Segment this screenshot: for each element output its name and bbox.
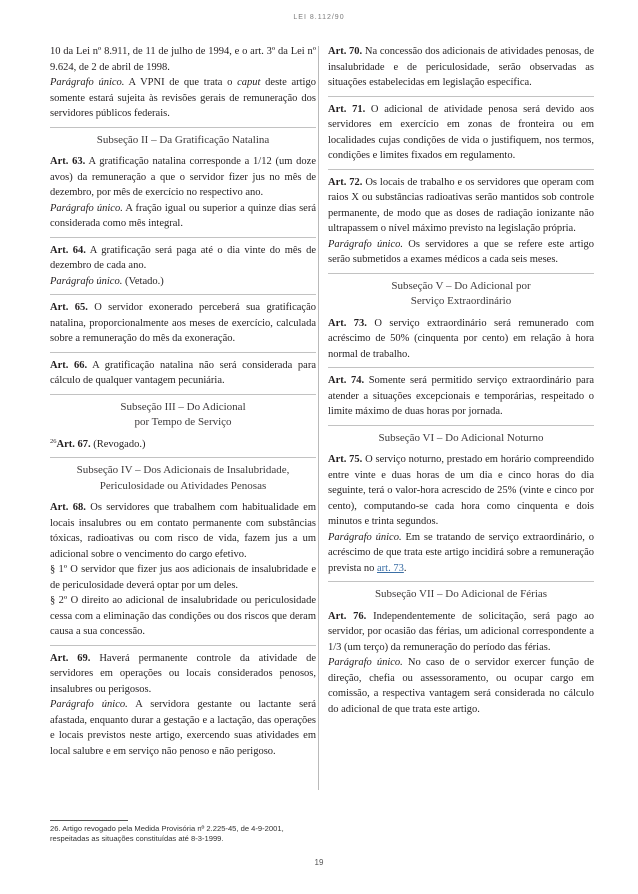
art-68-paragraph-2: § 2º O direito ao adicional de insalubridade ou periculosidade cessa com a eliminação das condições ou dos riscos que deram causa a sua concessão. [50, 595, 316, 637]
subsecao-iv-line-1: Subseção IV – Dos Adicionais de Insalubridade, [76, 464, 290, 476]
right-column [328, 44, 594, 717]
art-70-label: Art. 70. [328, 46, 363, 57]
art-76-par-text: No caso de o servidor exercer função de direção, chefia ou assessoramento, ou ocupar cargo em comissão, a respectiva vantagem será considerada no cálculo do adicional de que trata este artigo. [328, 657, 594, 715]
art-68-paragraph-1: § 1º O servidor que fizer jus aos adicionais de insalubridade e de periculosidade deverá optar por um deles. [50, 564, 316, 591]
separator [328, 96, 594, 97]
art-66-label: Art. 66. [50, 359, 88, 371]
art-64-paragrafo [50, 274, 316, 290]
art-70 [328, 44, 594, 91]
art-72-label: Art. 72. [328, 176, 363, 188]
left-column [50, 44, 316, 759]
art-65 [50, 300, 316, 347]
art-75-par-text-b: . [403, 562, 407, 574]
subsecao-vi-heading [328, 431, 594, 447]
art-71 [328, 102, 594, 164]
art-73-label: Art. 73. [328, 317, 367, 329]
art-76-label: Art. 76. [328, 610, 367, 622]
art-76-par-label: Parágrafo único. [328, 657, 403, 668]
intro-paragrafo [50, 75, 316, 122]
art-75-text: O serviço noturno, prestado em horário compreendido entre vinte e duas horas de um dia e cinco horas do dia seguinte, terá o valor-hora acrescido de 25% (vinte e cinco por cento), computando-se cada hora como cinquenta e dois minutos e trinta segundos. [328, 454, 594, 527]
art-67-label: Art. 67. [56, 438, 91, 450]
art-64-par-text: (Vetado.) [122, 275, 164, 287]
running-header: LEI 8.112/90 [293, 14, 345, 21]
subsecao-v-line-1: Subseção V – Do Adicional por [391, 279, 531, 292]
footnote: 26. Artigo revogado pela Medida Provisória nº 2.225-45, de 4-9-2001, respeitadas as situações constituídas até 8-3-1999. [50, 824, 284, 843]
separator [328, 367, 594, 368]
art-74-text: Somente será permitido serviço extraordinário para atender a situações excepcionais e temporárias, respeitado o limite máximo de duas horas por jornada. [328, 375, 594, 417]
intro-text: 10 da Lei nº 8.911, de 11 de julho de 1994, e o art. 3º da Lei nº 9.624, de 2 de abril de 1998. [50, 46, 316, 73]
footnote-rule [50, 820, 128, 821]
intro-par-label: Parágrafo único. [50, 77, 125, 88]
subsecao-vi-title: Subseção VI – Do Adicional Noturno [378, 431, 544, 444]
subsecao-iii-line-1: Subseção III – Do Adicional [120, 400, 246, 413]
art-65-label: Art. 65. [50, 302, 88, 313]
art-71-text: O adicional de atividade penosa será devido aos servidores em exercício em zonas de fronteira ou em localidades cujas condições de vida o justifiquem, nos termos, condições e limites fixados em regulamento. [328, 103, 594, 161]
separator [50, 457, 316, 458]
art-65-text: O servidor exonerado perceberá sua gratificação natalina, proporcionalmente aos meses de exercício, calculada sobre a remuneração do mês da exoneração. [50, 302, 316, 344]
intro-par-text-b: deste artigo somente estará sujeita às revisões gerais de remuneração dos servidores públicos federais. [50, 77, 316, 119]
art-76 [328, 609, 594, 656]
separator [328, 273, 594, 274]
art-63-label: Art. 63. [50, 156, 86, 167]
art-73 [328, 316, 594, 363]
subsecao-vii-title: Subseção VII – Do Adicional de Férias [374, 588, 548, 600]
separator [50, 645, 316, 646]
art-76-text: Independentemente de solicitação, será pago ao servidor, por ocasião das férias, um adicional correspondente a 1/3 (um terço) da remuneração do período das férias. [328, 610, 594, 653]
separator [50, 352, 316, 353]
art-64-par-label: Parágrafo único. [50, 275, 123, 287]
art-63-par-text: A fração igual ou superior a quinze dias será considerada como mês integral. [50, 202, 316, 229]
art-74 [328, 373, 594, 420]
art-75-paragrafo [328, 530, 594, 577]
art-72-paragrafo [328, 237, 594, 268]
subsecao-iv-line-2: Periculosidade ou Atividades Penosas [99, 479, 267, 492]
separator [328, 169, 594, 170]
separator [328, 581, 594, 582]
subsecao-vii-heading [328, 587, 594, 603]
separator [50, 394, 316, 395]
separator [328, 425, 594, 426]
art-72-text: Os locais de trabalho e os servidores que operam com raios X ou substâncias radioativas serão mantidos sob controle permanente, de modo que as doses de radiação ionizante não ultrapassem o nível máximo previsto na legislação própria. [328, 176, 594, 234]
footnote-ref: 26 [50, 437, 57, 445]
separator [50, 294, 316, 295]
art-69-label: Art. 69. [50, 652, 91, 664]
art-69-paragrafo [50, 697, 316, 759]
art-63 [50, 154, 316, 201]
subsecao-iii-line-2: por Tempo de Serviço [134, 416, 232, 428]
subsecao-ii-title: Subseção II – Da Gratificação Natalina [96, 133, 270, 146]
art-75-par-text-a: Em se tratando de serviço extraordinário, o acréscimo de que trata este artigo incidirá sobre a remuneração prevista no [328, 531, 594, 574]
subsecao-v-line-2: Serviço Extraordinário [410, 295, 512, 307]
art-63-par-label: Parágrafo único. [50, 202, 123, 214]
art-75 [328, 452, 594, 530]
art-72-par-label: Parágrafo único. [328, 238, 403, 250]
separator [50, 237, 316, 238]
art-64 [50, 243, 316, 274]
art-70-text: Na concessão dos adicionais de atividades penosas, de insalubridade e de periculosidade, serão observadas as situações estabelecidas em legislação específica. [328, 46, 594, 88]
art-69-par-label: Parágrafo único. [50, 699, 128, 710]
art-68 [50, 500, 316, 562]
art-67 [50, 437, 316, 453]
art-72 [328, 175, 594, 237]
intro-par-caput: caput [237, 77, 261, 88]
art-71-label: Art. 71. [328, 103, 366, 115]
intro-par-text-a: A VPNI de que trata o [124, 77, 238, 88]
subsecao-iii-heading [50, 400, 316, 431]
art-63-paragrafo [50, 201, 316, 232]
art-66 [50, 358, 316, 389]
subsecao-iv-heading [50, 463, 316, 494]
page-number: 19 [314, 858, 324, 867]
art-66-text: A gratificação natalina não será considerada para cálculo de qualquer vantagem pecuniária. [50, 359, 316, 386]
art-68-text: Os servidores que trabalhem com habitualidade em locais insalubres ou em contato permanente com substâncias tóxicas, radioativas ou com risco de vida, fazem jus a um adicional sobre o vencimento do cargo efetivo. [50, 502, 316, 560]
art-74-label: Art. 74. [328, 375, 365, 386]
art-73-link[interactable]: art. 73 [377, 562, 404, 574]
subsecao-ii-heading [50, 133, 316, 149]
art-69-par-text: A servidora gestante ou lactante será afastada, enquanto durar a gestação e a lactação, das operações e locais previstos neste artigo, exercendo suas atividades em local salubre e em serviço não penoso e não perigoso. [50, 699, 316, 757]
art-63-text: A gratificação natalina corresponde a 1/12 (um doze avos) da remuneração a que o servidor fizer jus no mês de dezembro, por mês de exercício no respectivo ano. [50, 156, 316, 198]
art-76-paragrafo [328, 655, 594, 717]
art-69-text: Haverá permanente controle da atividade de servidores em operações ou locais considerados penosos, insalubres ou perigosos. [50, 652, 316, 695]
subsecao-v-heading [328, 279, 594, 310]
art-64-text: A gratificação será paga até o dia vinte do mês de dezembro de cada ano. [50, 244, 316, 271]
art-75-par-label: Parágrafo único. [328, 531, 402, 543]
art-69 [50, 651, 316, 698]
art-67-text: (Revogado.) [90, 438, 146, 450]
art-75-label: Art. 75. [328, 454, 363, 465]
art-68-label: Art. 68. [50, 502, 86, 513]
art-72-par-text: Os servidores a que se refere este artigo serão submetidos a exames médicos a cada seis meses. [328, 238, 594, 265]
separator [50, 127, 316, 128]
art-73-text: O serviço extraordinário será remunerado com acréscimo de 50% (cinquenta por cento) em relação à hora normal de trabalho. [328, 317, 594, 360]
column-divider [318, 46, 319, 790]
art-64-label: Art. 64. [50, 244, 86, 256]
